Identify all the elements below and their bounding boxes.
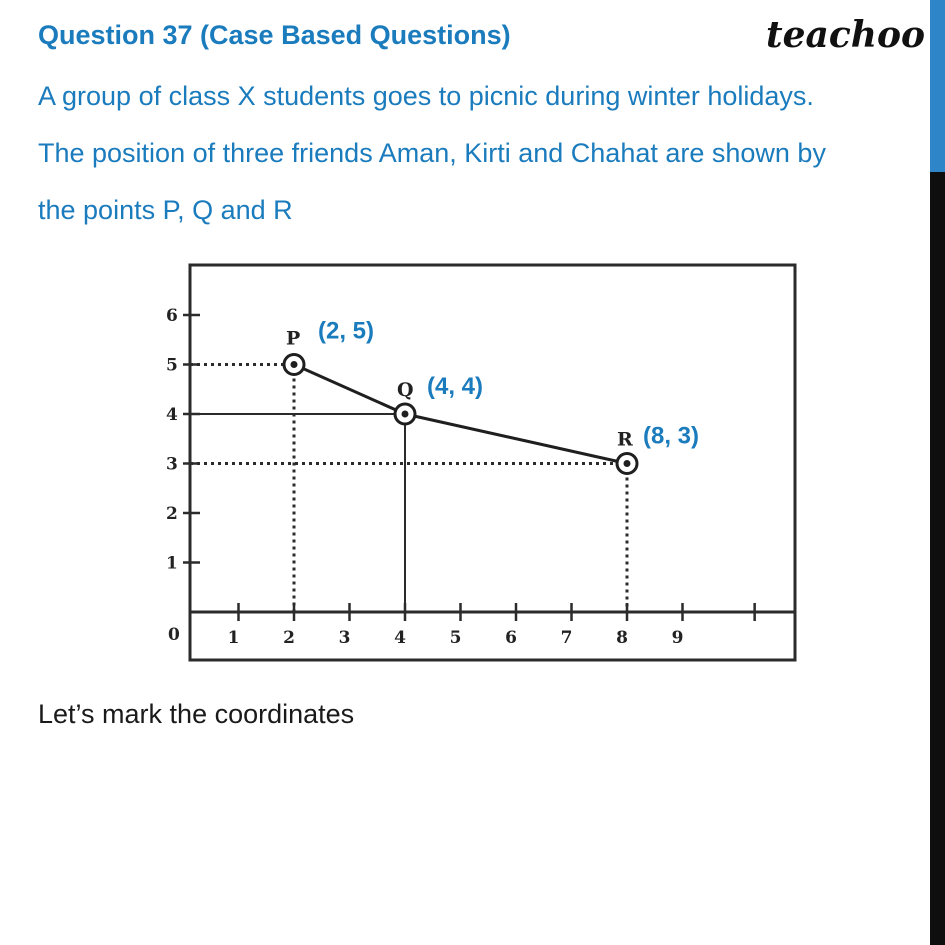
x-tick-label: 7: [560, 628, 573, 648]
point-p-coordinates: (2, 5): [318, 317, 375, 345]
plotted-points: [284, 318, 699, 474]
y-tick-label: 1: [166, 553, 178, 574]
x-axis-ticks: [228, 603, 755, 648]
point-p-name: P: [286, 327, 301, 350]
point-r-name: R: [617, 428, 633, 451]
point-q-coordinates: (4, 4): [427, 373, 484, 400]
segment-PQ: [294, 365, 405, 415]
segment-QR: [405, 414, 627, 464]
x-tick-label: 2: [283, 628, 295, 648]
guide-lines: [190, 365, 627, 613]
teachoo-logo: teachoo: [766, 14, 925, 56]
point-q-dot: [402, 411, 409, 418]
footer-text: Let’s mark the coordinates: [38, 699, 355, 729]
y-tick-label: 2: [166, 504, 178, 524]
question-title: Question 37 (Case Based Questions): [38, 20, 511, 50]
x-tick-label: 4: [394, 628, 406, 648]
x-tick-label: 9: [671, 628, 684, 648]
origin-label: 0: [168, 625, 180, 645]
x-tick-label: 3: [338, 628, 351, 648]
y-tick-label: 3: [166, 454, 178, 475]
question-text-line-3: the points P, Q and R: [38, 195, 293, 225]
y-tick-label: 6: [166, 306, 178, 326]
x-tick-label: 6: [505, 628, 517, 648]
point-r-coordinates: (8, 3): [643, 422, 700, 450]
question-text-line-2: The position of three friends Aman, Kirti and Chahat are shown by: [38, 138, 826, 168]
x-tick-label: 1: [227, 628, 240, 648]
x-tick-label: 5: [449, 628, 462, 648]
y-axis-ticks: [166, 306, 200, 574]
point-p-dot: [291, 361, 298, 368]
question-text-line-1: A group of class X students goes to picnic during winter holidays.: [38, 81, 814, 111]
y-tick-label: 4: [166, 405, 178, 425]
point-q-name: Q: [397, 379, 414, 401]
y-tick-label: 5: [166, 355, 178, 376]
scrollbar-thumb[interactable]: [930, 0, 945, 172]
point-r-dot: [624, 460, 631, 467]
x-tick-label: 8: [616, 628, 628, 648]
